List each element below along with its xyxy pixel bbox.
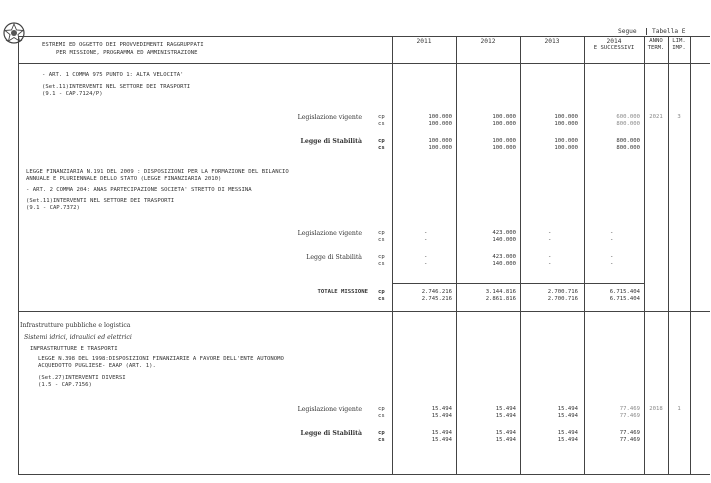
totale-2011-cs: 2.745.216 <box>421 296 452 302</box>
header-anno: ANNO <box>649 38 663 44</box>
totale-top-border <box>392 283 644 284</box>
block2-lv-cp: cp <box>378 230 385 236</box>
block3-ls-2014-cp: 77.469 <box>619 430 640 436</box>
block3-legge-line2: ACQUEDOTTO PUGLIESE- EAAP (ART. 1). <box>38 363 156 369</box>
totale-2013-cs: 2.700.716 <box>547 296 578 302</box>
block2-settore: (Set.11)INTERVENTI NEL SETTORE DEI TRASPORTI <box>26 198 175 204</box>
block3-ls-2011-cs: 15.494 <box>431 437 452 443</box>
block1-lv-2011-cp: 100.000 <box>428 114 452 120</box>
block1-lv-lim: 3 <box>677 114 681 120</box>
block3-ls-cp: cp <box>378 430 385 436</box>
block1-ls-2013-cs: 100.000 <box>554 145 578 151</box>
block1-ls-2011-cp: 100.000 <box>428 138 452 144</box>
header-2012: 2012 <box>480 38 496 45</box>
block3-lv-2014-cp: 77.469 <box>619 406 640 412</box>
block2-lv-label: Legislazione vigente <box>297 230 362 237</box>
block1-lv-anno: 2021 <box>649 114 663 120</box>
block2-lv-2012-cs: 140.000 <box>492 237 516 243</box>
block1-ls-2012-cp: 100.000 <box>492 138 516 144</box>
block1-lv-2012-cs: 100.000 <box>492 121 516 127</box>
block2-ls-2013-cp: - <box>548 254 552 260</box>
block1-capitolo: (9.1 - CAP.7124/P) <box>42 91 103 97</box>
block3-capitolo: (1.5 - CAP.7156) <box>38 382 92 388</box>
block3-lv-lim: 1 <box>677 406 681 412</box>
programma-title: Sistemi idrici, idraulici ed elettrici <box>24 334 132 341</box>
totale-2012-cs: 2.861.816 <box>485 296 516 302</box>
block3-ls-cs: cs <box>378 437 385 443</box>
block3-legge-line1: LEGGE N.398 DEL 1998:DISPOSIZIONI FINANZIARIE A FAVORE DELL'ENTE AUTONOMO <box>38 356 284 362</box>
block3-lv-2011-cs: 15.494 <box>431 413 452 419</box>
block2-lv-2013-cp: - <box>548 230 552 236</box>
block1-ls-2014-cs: 800.000 <box>616 145 640 151</box>
block3-lv-anno: 2018 <box>649 406 663 412</box>
block1-lv-cs: cs <box>378 121 385 127</box>
totale-2014-cs: 6.715.404 <box>609 296 640 302</box>
block3-lv-2011-cp: 15.494 <box>431 406 452 412</box>
block2-capitolo: (9.1 - CAP.7372) <box>26 205 80 211</box>
totale-2011-cp: 2.746.216 <box>421 289 452 295</box>
totale-cs: cs <box>378 296 385 302</box>
header-bottom-border <box>18 63 710 64</box>
header-2011: 2011 <box>416 38 432 45</box>
block1-lv-label: Legislazione vigente <box>297 114 362 121</box>
block2-lv-2011-cp: - <box>424 230 428 236</box>
header-left-line2: PER MISSIONE, PROGRAMMA ED AMMINISTRAZIONE <box>56 50 198 56</box>
totale-2013-cp: 2.700.716 <box>547 289 578 295</box>
block2-lv-2012-cp: 423.000 <box>492 230 516 236</box>
block2-ls-2014-cp: - <box>610 254 614 260</box>
block3-settore: (Set.27)INTERVENTI DIVERSI <box>38 375 126 381</box>
block1-ls-2013-cp: 100.000 <box>554 138 578 144</box>
table-bottom-border <box>18 474 710 475</box>
table-left-border <box>18 36 19 474</box>
block1-ls-cs: cs <box>378 145 385 151</box>
block1-lv-2014-cs: 800.000 <box>616 121 640 127</box>
block3-lv-cp: cp <box>378 406 385 412</box>
block2-ls-2011-cs: - <box>424 261 428 267</box>
header-imp: IMP. <box>672 45 686 51</box>
block2-lv-2011-cs: - <box>424 237 428 243</box>
block3-ls-label: Legge di Stabilità <box>300 430 362 437</box>
block3-lv-2013-cs: 15.494 <box>557 413 578 419</box>
block3-lv-2012-cp: 15.494 <box>495 406 516 412</box>
block3-ls-2012-cp: 15.494 <box>495 430 516 436</box>
block2-lv-cs: cs <box>378 237 385 243</box>
block2-article: - ART. 2 COMMA 204: ANAS PARTECIPAZIONE SOCIETA' STRETTO DI MESSINA <box>26 187 252 193</box>
block2-lv-2014-cp: - <box>610 230 614 236</box>
block1-ls-2011-cs: 100.000 <box>428 145 452 151</box>
header-2014: 2014 <box>606 38 622 45</box>
block2-ls-cs: cs <box>378 261 385 267</box>
totale-bottom-border <box>18 311 710 312</box>
block2-ls-2012-cs: 140.000 <box>492 261 516 267</box>
amministrazione-title: INFRASTRUTTURE E TRASPORTI <box>30 346 118 352</box>
block1-lv-2013-cs: 100.000 <box>554 121 578 127</box>
block1-ls-label: Legge di Stabilità <box>300 138 362 145</box>
totale-2014-cp: 6.715.404 <box>609 289 640 295</box>
segue-label: Segue <box>618 28 637 35</box>
block1-ls-2012-cs: 100.000 <box>492 145 516 151</box>
block2-legge-line2: ANNUALE E PLURIENNALE DELLO STATO (LEGGE FINANZIARIA 2010) <box>26 176 222 182</box>
table-top-border <box>18 36 710 37</box>
block1-ls-2014-cp: 800.000 <box>616 138 640 144</box>
block1-article: - ART. 1 COMMA 975 PUNTO 1: ALTA VELOCITA' <box>42 72 184 78</box>
block3-lv-label: Legislazione vigente <box>297 406 362 413</box>
block2-ls-label: Legge di Stabilità <box>306 254 362 261</box>
block3-ls-2014-cs: 77.469 <box>619 437 640 443</box>
header-term: TERM. <box>647 45 665 51</box>
block1-settore: (Set.11)INTERVENTI NEL SETTORE DEI TRASPORTI <box>42 84 191 90</box>
block2-ls-2011-cp: - <box>424 254 428 260</box>
block2-ls-2012-cp: 423.000 <box>492 254 516 260</box>
totale-2012-cp: 3.144.816 <box>485 289 516 295</box>
block1-lv-2011-cs: 100.000 <box>428 121 452 127</box>
republic-emblem-icon <box>2 20 26 46</box>
block2-legge-line1: LEGGE FINANZIARIA N.191 DEL 2009 : DISPOSIZIONI PER LA FORMAZIONE DEL BILANCIO <box>26 169 289 175</box>
block2-ls-cp: cp <box>378 254 385 260</box>
block3-ls-2013-cp: 15.494 <box>557 430 578 436</box>
block2-lv-2013-cs: - <box>548 237 552 243</box>
block1-lv-2012-cp: 100.000 <box>492 114 516 120</box>
block3-ls-2013-cs: 15.494 <box>557 437 578 443</box>
header-lim: LIM. <box>672 38 686 44</box>
block2-ls-2013-cs: - <box>548 261 552 267</box>
block3-lv-2013-cp: 15.494 <box>557 406 578 412</box>
block1-lv-2014-cp: 600.000 <box>616 114 640 120</box>
tabella-label: Tabella E <box>652 28 686 35</box>
block3-ls-2012-cs: 15.494 <box>495 437 516 443</box>
block3-lv-2014-cs: 77.469 <box>619 413 640 419</box>
block1-ls-cp: cp <box>378 138 385 144</box>
block2-ls-2014-cs: - <box>610 261 614 267</box>
block3-lv-cs: cs <box>378 413 385 419</box>
header-left-line1: ESTREMI ED OGGETTO DEI PROVVEDIMENTI RAGGRUPPATI <box>42 42 204 48</box>
header-2014-successivi: E SUCCESSIVI <box>593 45 635 51</box>
col-sep-end <box>690 36 691 474</box>
block1-lv-2013-cp: 100.000 <box>554 114 578 120</box>
block3-lv-2012-cs: 15.494 <box>495 413 516 419</box>
header-2013: 2013 <box>544 38 560 45</box>
missione-title: Infrastrutture pubbliche e logistica <box>20 322 131 329</box>
header-divider <box>646 28 647 35</box>
totale-label: TOTALE MISSIONE <box>317 289 368 295</box>
totale-cp: cp <box>378 289 385 295</box>
block3-ls-2011-cp: 15.494 <box>431 430 452 436</box>
block1-lv-cp: cp <box>378 114 385 120</box>
block2-lv-2014-cs: - <box>610 237 614 243</box>
